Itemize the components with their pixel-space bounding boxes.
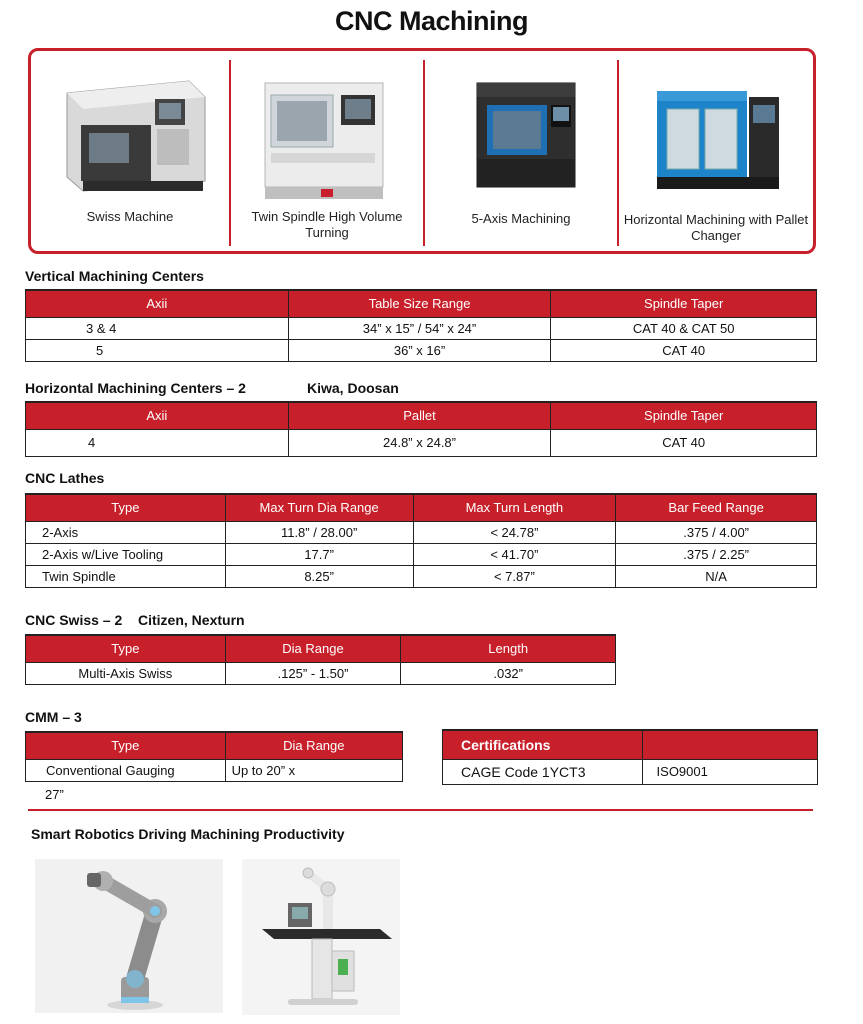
table-cell: 17.7”: [225, 543, 413, 565]
cmm-overflow-text: 27”: [45, 787, 64, 802]
column-header: Pallet: [288, 402, 551, 429]
column-header: Spindle Taper: [551, 290, 817, 317]
column-header: Axii: [26, 290, 289, 317]
table-cell: < 7.87”: [413, 565, 616, 587]
table-cell: .125” - 1.50”: [225, 662, 401, 684]
table-cell: 11.8” / 28.00”: [225, 521, 413, 543]
horizontal-mill-icon: [653, 81, 785, 199]
section-label-robotics: Smart Robotics Driving Machining Productivity: [31, 826, 345, 842]
table-cell: 3 & 4: [26, 317, 289, 339]
table-cell: Conventional Gauging: [26, 759, 226, 781]
section-label-hmc: Horizontal Machining Centers – 2: [25, 380, 246, 396]
vmc-table: [25, 289, 817, 362]
column-header: Axii: [26, 402, 289, 429]
certifications-table: [442, 729, 818, 785]
column-header: Type: [26, 494, 226, 521]
machine-caption: 5-Axis Machining: [471, 211, 571, 226]
cmm-table: [25, 731, 403, 782]
table-row: [26, 317, 817, 339]
table-cell: .375 / 2.25”: [616, 543, 817, 565]
machine-card-twin-spindle: [231, 51, 423, 251]
column-header: Spindle Taper: [551, 402, 817, 429]
machine-card-five-axis: [425, 51, 617, 251]
swiss-brands: Citizen, Nexturn: [138, 612, 245, 628]
column-header: Bar Feed Range: [616, 494, 817, 521]
table-cell: .032”: [401, 662, 616, 684]
table-cell: < 24.78”: [413, 521, 616, 543]
column-header: Type: [26, 732, 226, 759]
hmc-brands: Kiwa, Doosan: [307, 380, 399, 396]
table-row: [26, 759, 403, 781]
column-header: [642, 730, 817, 759]
machine-caption: Swiss Machine: [86, 209, 174, 224]
table-cell: .375 / 4.00”: [616, 521, 817, 543]
table-cell: N/A: [616, 565, 817, 587]
table-row: [26, 662, 616, 684]
table-cell: 24.8” x 24.8”: [288, 429, 551, 456]
machine-gallery: [28, 48, 816, 254]
machine-caption: Horizontal Machining with Pallet Changer: [623, 212, 809, 243]
table-cell: Up to 20” x: [225, 759, 402, 781]
column-header: Table Size Range: [288, 290, 551, 317]
table-row: [26, 521, 817, 543]
table-row: [26, 429, 817, 456]
five-axis-mill-icon: [471, 75, 581, 197]
table-cell: ISO9001: [642, 759, 817, 784]
machine-card-swiss: [31, 51, 229, 251]
robot-arm-image: [35, 859, 223, 1013]
machine-card-horizontal: [619, 51, 813, 251]
column-header: Length: [401, 635, 616, 662]
table-cell: 34” x 15” / 54” x 24”: [288, 317, 551, 339]
table-cell: Twin Spindle: [26, 565, 226, 587]
section-label-cmm: CMM – 3: [25, 709, 82, 725]
table-cell: < 41.70”: [413, 543, 616, 565]
robot-workstation-icon: [242, 859, 400, 1015]
twin-spindle-lathe-icon: [261, 73, 389, 205]
section-label-vmc: Vertical Machining Centers: [25, 268, 204, 284]
table-cell: 2-Axis: [26, 521, 226, 543]
section-divider: [28, 809, 813, 811]
table-cell: Multi-Axis Swiss: [26, 662, 226, 684]
robot-workstation-image: [242, 859, 400, 1015]
section-label-swiss: CNC Swiss – 2: [25, 612, 123, 628]
table-row: [26, 565, 817, 587]
machine-caption: Twin Spindle High Volume Turning: [251, 209, 403, 240]
table-cell: 2-Axis w/Live Tooling: [26, 543, 226, 565]
table-cell: CAT 40: [551, 339, 817, 361]
hmc-table: [25, 401, 817, 457]
lathes-table: [25, 493, 817, 588]
section-label-lathes: CNC Lathes: [25, 470, 105, 486]
column-header: Max Turn Dia Range: [225, 494, 413, 521]
column-header: Dia Range: [225, 635, 401, 662]
column-header: Type: [26, 635, 226, 662]
table-row: [26, 339, 817, 361]
table-cell: CAT 40: [551, 429, 817, 456]
column-header: Dia Range: [225, 732, 402, 759]
table-row: [443, 759, 818, 784]
table-cell: 36” x 16”: [288, 339, 551, 361]
table-cell: CAGE Code 1YCT3: [443, 759, 643, 784]
table-cell: 8.25”: [225, 565, 413, 587]
certifications-header: Certifications: [443, 730, 643, 759]
table-cell: CAT 40 & CAT 50: [551, 317, 817, 339]
page-title: CNC Machining: [335, 6, 528, 36]
column-header: Max Turn Length: [413, 494, 616, 521]
table-cell: 5: [26, 339, 289, 361]
robot-arm-icon: [35, 859, 223, 1013]
swiss-table: [25, 634, 616, 685]
table-row: [26, 543, 817, 565]
swiss-lathe-icon: [59, 73, 209, 198]
table-cell: 4: [26, 429, 289, 456]
